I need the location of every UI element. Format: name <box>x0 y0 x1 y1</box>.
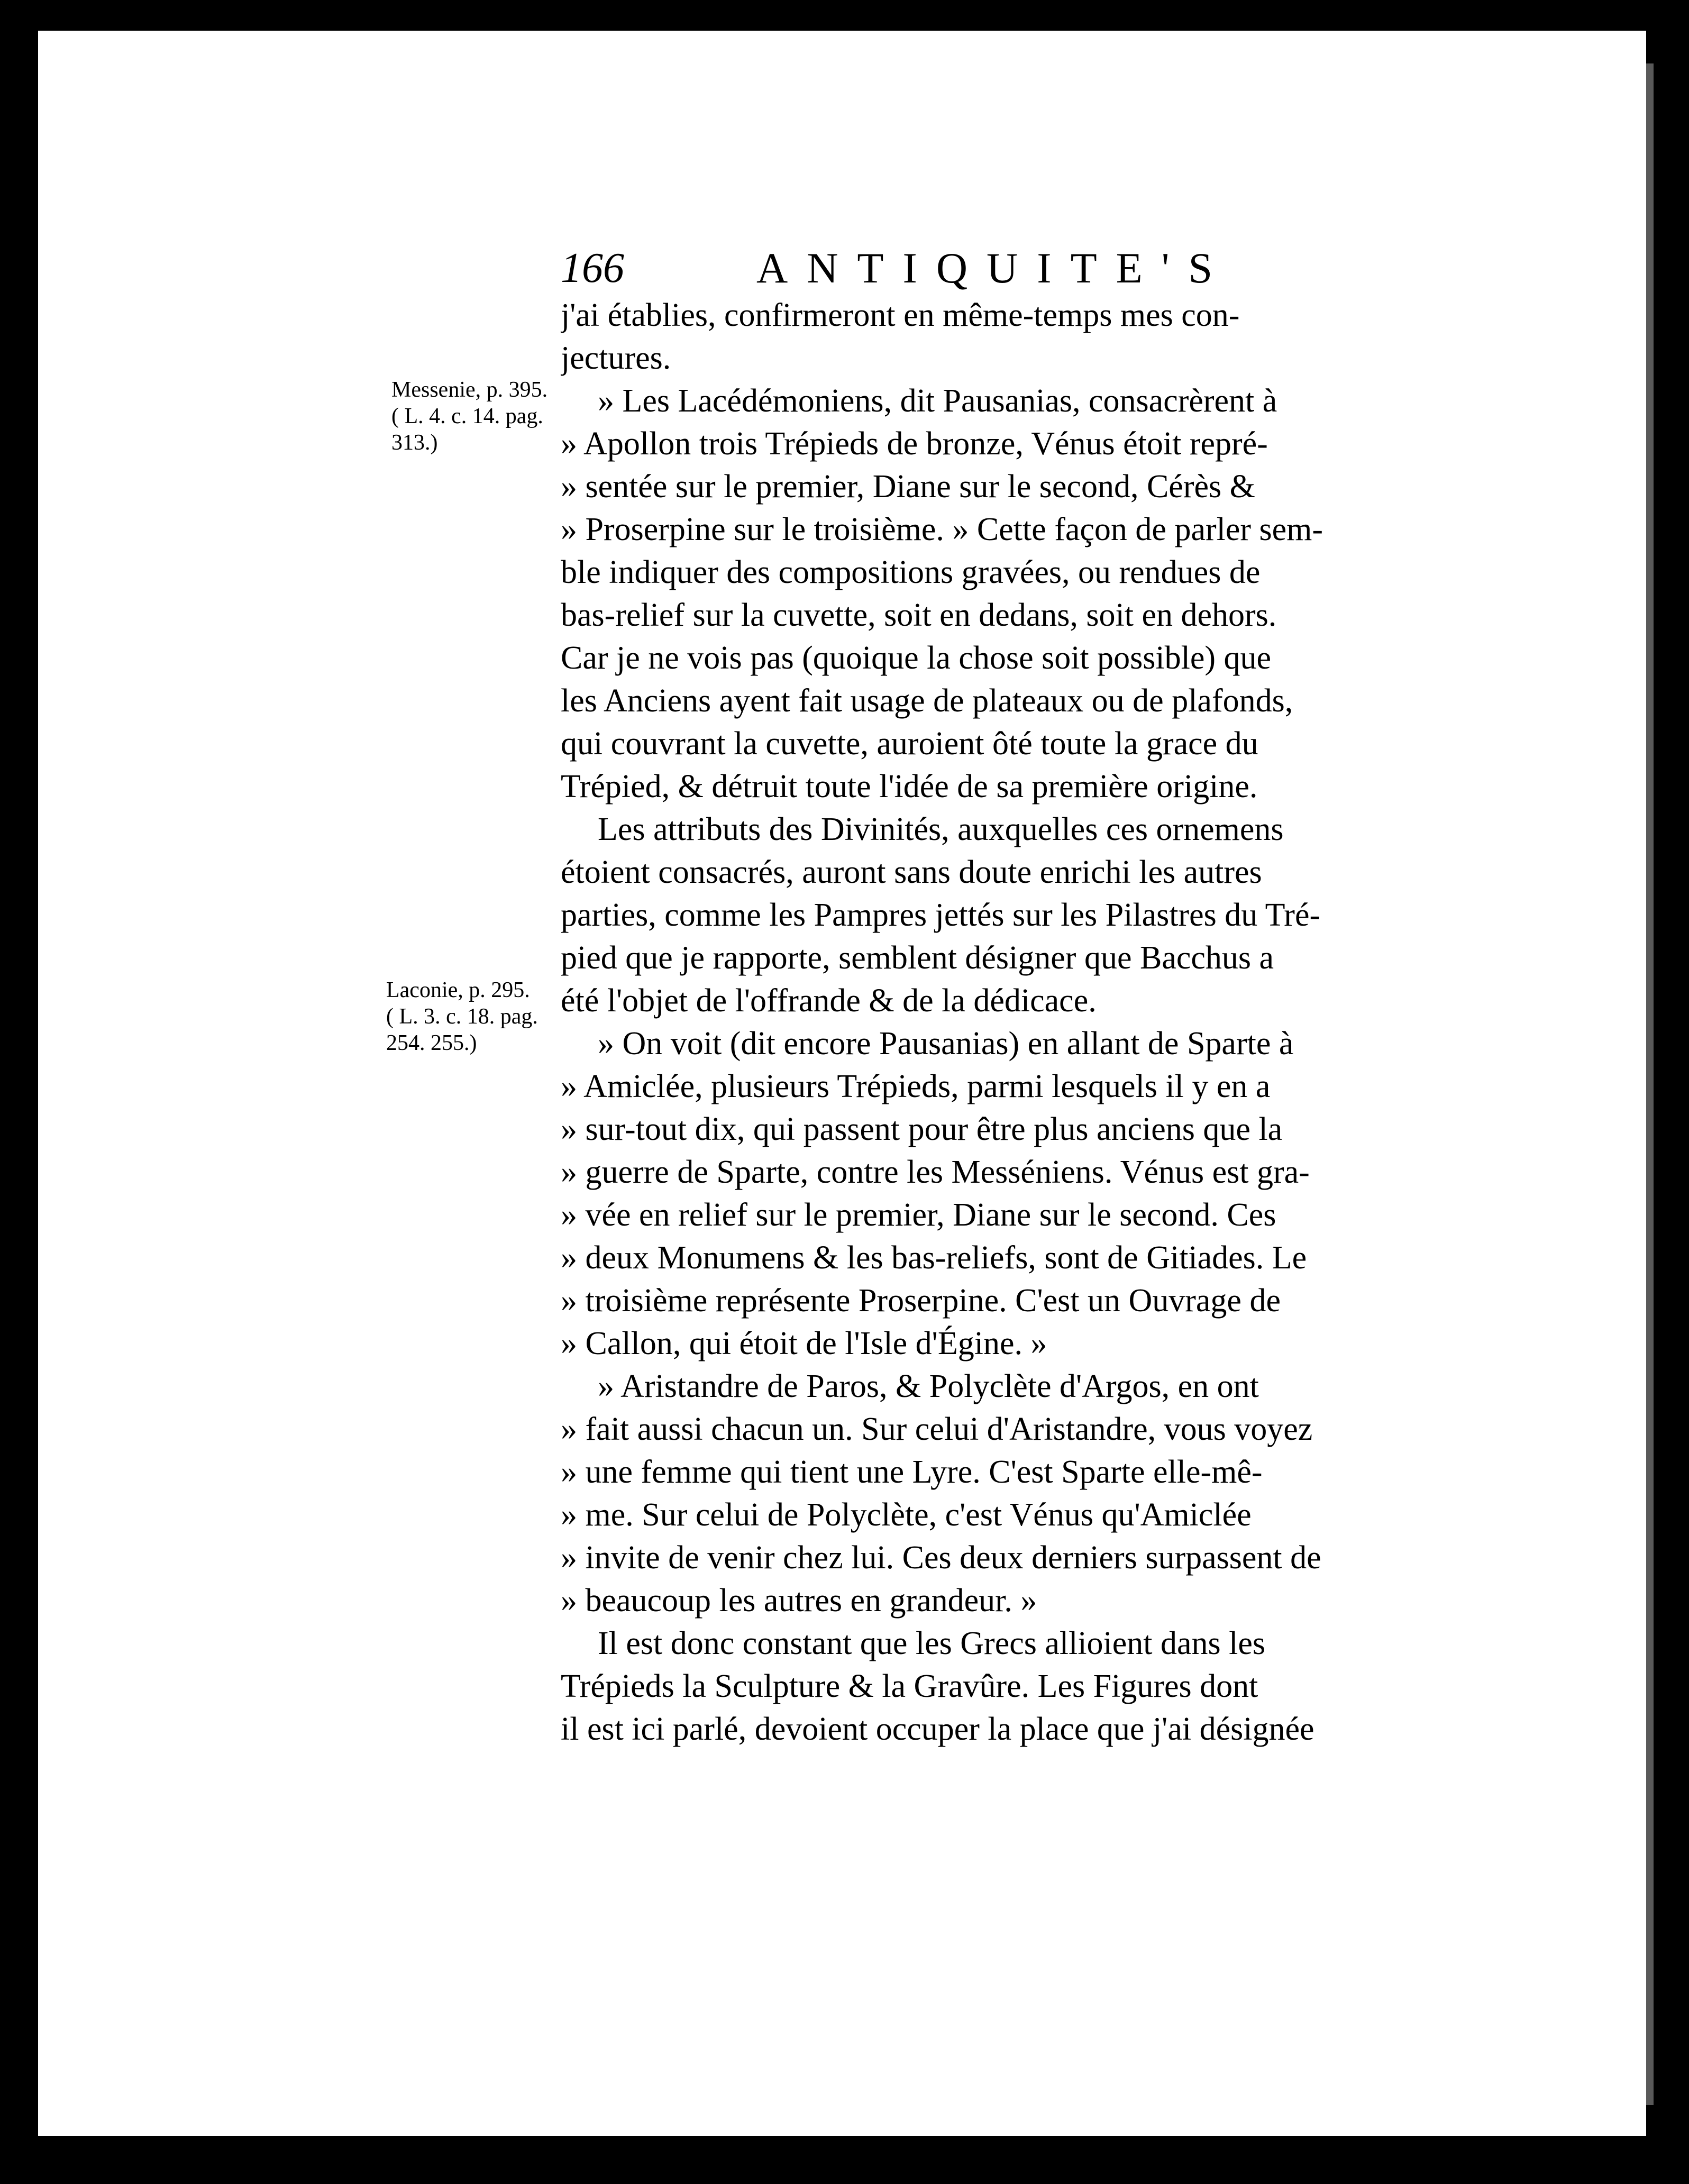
text-line: ble indiquer des compositions gravées, ou rendues de <box>561 554 1261 590</box>
text-line: » Proserpine sur le troisième. » Cette façon de parler sem- <box>561 511 1323 547</box>
margin-note-messenie <box>391 377 561 456</box>
text-line: jectures. <box>561 340 671 376</box>
text-line: les Anciens ayent fait usage de plateaux ou de plafonds, <box>561 683 1293 719</box>
running-title: ANTIQUITE'S <box>756 244 1232 292</box>
text-line: j'ai établies, confirmeront en même-temps mes con- <box>561 297 1240 333</box>
text-line: étoient consacrés, auront sans doute enrichi les autres <box>561 854 1262 890</box>
margin-note-line: 254. 255.) <box>386 1031 477 1055</box>
margin-note-laconie <box>386 977 561 1056</box>
margin-note-line: Messenie, p. 395. <box>391 378 548 402</box>
text-line: » Apollon trois Trépieds de bronze, Vénus étoit repré- <box>561 426 1268 462</box>
text-line: » guerre de Sparte, contre les Messéniens. Vénus est gra- <box>561 1154 1310 1190</box>
text-line: bas-relief sur la cuvette, soit en dedans, soit en dehors. <box>561 597 1277 633</box>
text-line: pied que je rapporte, semblent désigner que Bacchus a <box>561 940 1274 976</box>
text-line: » troisième représente Proserpine. C'est un Ouvrage de <box>561 1283 1281 1319</box>
text-line: été l'objet de l'offrande & de la dédicace. <box>561 983 1097 1019</box>
page-number: 166 <box>561 245 624 291</box>
text-line: » une femme qui tient une Lyre. C'est Sparte elle-mê- <box>561 1454 1263 1490</box>
text-line: Il est donc constant que les Grecs allioient dans les <box>598 1625 1266 1661</box>
text-line: » sur-tout dix, qui passent pour être plus anciens que la <box>561 1111 1283 1147</box>
text-line: » Les Lacédémoniens, dit Pausanias, consacrèrent à <box>598 383 1277 419</box>
margin-note-line: 313.) <box>391 431 438 455</box>
margin-note-line: ( L. 4. c. 14. pag. <box>391 404 543 428</box>
text-line: il est ici parlé, devoient occuper la place que j'ai désignée <box>561 1711 1314 1747</box>
margin-note-line: Laconie, p. 295. <box>386 978 530 1002</box>
text-line: » Callon, qui étoit de l'Isle d'Égine. » <box>561 1326 1047 1361</box>
text-line: » Amiclée, plusieurs Trépieds, parmi lesquels il y en a <box>561 1068 1271 1104</box>
text-line: Trépied, & détruit toute l'idée de sa première origine. <box>561 769 1258 805</box>
body-text <box>561 294 1449 1751</box>
text-line: » Aristandre de Paros, & Polyclète d'Argos, en ont <box>598 1368 1259 1404</box>
margin-note-line: ( L. 3. c. 18. pag. <box>386 1004 538 1029</box>
text-line: » fait aussi chacun un. Sur celui d'Aristandre, vous voyez <box>561 1411 1313 1447</box>
text-line: » deux Monumens & les bas-reliefs, sont de Gitiades. Le <box>561 1240 1307 1276</box>
text-line: » beaucoup les autres en grandeur. » <box>561 1583 1037 1619</box>
page-edge <box>1646 63 1654 2105</box>
text-line: parties, comme les Pampres jettés sur les Pilastres du Tré- <box>561 897 1321 933</box>
text-line: » vée en relief sur le premier, Diane sur le second. Ces <box>561 1197 1276 1233</box>
text-line: qui couvrant la cuvette, auroient ôté toute la grace du <box>561 726 1258 762</box>
text-line: » On voit (dit encore Pausanias) en allant de Sparte à <box>598 1026 1294 1062</box>
text-line: » invite de venir chez lui. Ces deux derniers surpassent de <box>561 1540 1321 1576</box>
text-line: Les attributs des Divinités, auxquelles ces ornemens <box>598 811 1284 847</box>
text-line: » sentée sur le premier, Diane sur le second, Cérès & <box>561 469 1255 505</box>
text-line: Car je ne vois pas (quoique la chose soit possible) que <box>561 640 1272 676</box>
text-line: Trépieds la Sculpture & la Gravûre. Les Figures dont <box>561 1668 1258 1704</box>
text-line: » me. Sur celui de Polyclète, c'est Vénus qu'Amiclée <box>561 1497 1252 1533</box>
